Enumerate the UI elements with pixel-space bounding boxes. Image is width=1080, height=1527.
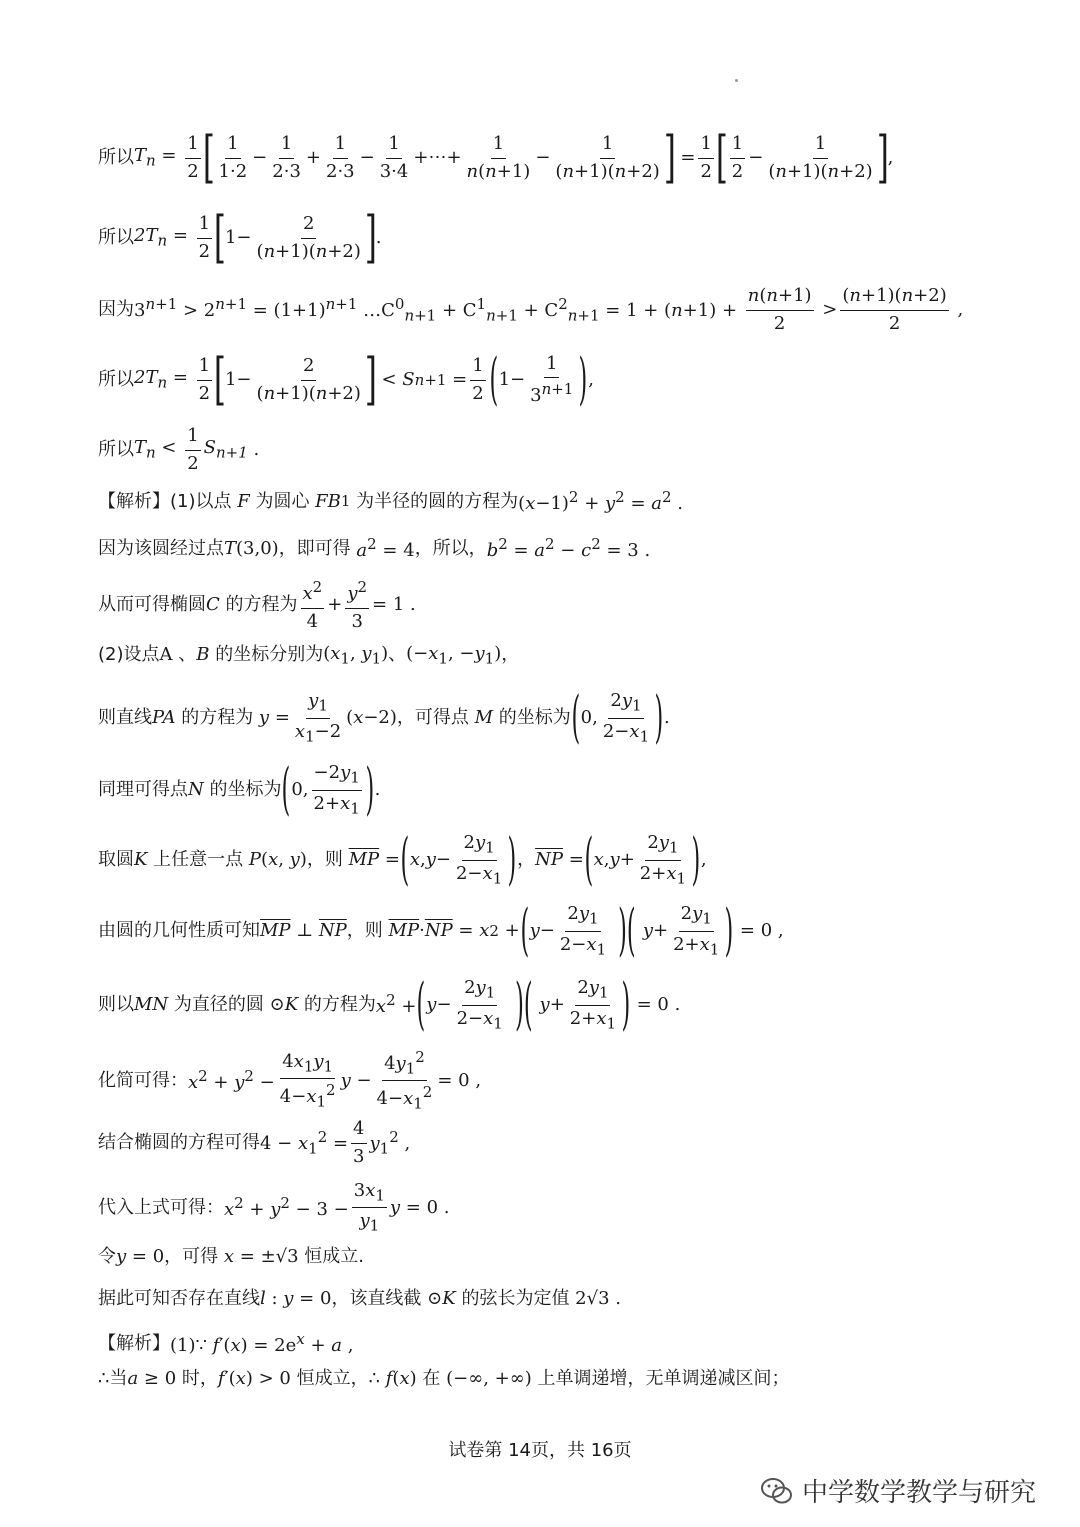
line-20-prefix: 【解析】	[98, 1332, 170, 1354]
line-4-prefix: 所以	[98, 368, 134, 390]
math-line-18: 令 y = 0 ，可得 x = ±√3 恒成立.	[98, 1246, 365, 1267]
math-line-4: 所以 $2T_n$ = $\frac{1}{2}$ [ 1− $\frac{2}{(n+1)(n+2)}$ ] < S n+1 = $\frac{1}{2}$ ( 1− $\frac{1}{3^{n+1}}$ ) ,	[98, 347, 594, 412]
line-13-prefix: 由圆的几何性质可知	[98, 919, 260, 941]
math-line-17: 代入上式可得： $x^2 + y^2 - 3$ − $\frac{3x_1}{y_1}$ y = 0 .	[98, 1180, 450, 1235]
math-line-13: 由圆的几何性质可知 $\overline{MP}$ ⊥ $\overline{NP}$ ，则 $\overline{MP}$ · $\overline{NP}$ = x 2 + ( y − $\frac{2y_1}{2-x_1}$ )( y + $\frac{2y_1}{2+x_1}$ ) = 0 ,	[98, 898, 784, 963]
line-5-prefix: 所以	[98, 438, 134, 460]
line-21-prefix: ∴当	[98, 1368, 128, 1389]
line-2-prefix: 所以	[98, 226, 134, 248]
math-line-9: (2)设点 A 、B 的坐标分别为 ($x_1$, $y_1$) 、 ($-x_1$, $-y_1$) ，	[98, 643, 520, 668]
math-line-7: 因为该圆经过点 T(3,0) ，即可得 $a^2 = 4$ ，所以， $b^2 = a^2 - c^2 = 3$ .	[98, 535, 651, 561]
frac: $\frac{1}{2}$	[187, 133, 199, 182]
watermark	[760, 1472, 1036, 1509]
math-line-1: 所以 $T_n$ = $\frac{1}{2}$ [ $\frac{1}{1\cdot 2}$ − $\frac{1}{2\cdot 3}$ + $\frac{1}{2\cdot 3}$ − $\frac{1}{3\cdot 4}$ +⋯+ $\frac{1}{n(n+1)}$ − $\frac{1}{(n+1)(n+2)}$ ] = $\frac{1}{2}$ [ $\frac{1}{2}$ − $\frac{1}{(n+1)(n+2)}$ ] ,	[98, 125, 894, 190]
line-12-prefix: 取圆	[98, 848, 134, 870]
math-line-19: 据此可知否存在直线 l : y = 0 ，该直线截 ⊙K 的弦长为定值 2√3 .	[98, 1288, 621, 1309]
math-line-3: 因为 $3^{n+1} > 2^{n+1} = (1+1)^{n+1}$ $\dots C^0_{n+1} + C^1_{n+1} + C^2_{n+1} = 1 + (n+1)$ + $\frac{n(n+1)}{2}$ > $\frac{(n+1)(n+2)}{2}$ ,	[98, 285, 964, 334]
line-9-prefix: (2)设点	[98, 644, 160, 666]
watermark-text: 中学数学教学与研究	[802, 1478, 1037, 1508]
line-18-prefix: 令	[98, 1246, 116, 1267]
line-16-prefix: 结合椭圆的方程可得	[98, 1131, 260, 1153]
line-17-prefix: 代入上式可得：	[98, 1196, 224, 1218]
math-line-20: 【解析】 (1)∵ $f'(x) = 2e^x + a$ ,	[98, 1330, 354, 1356]
line-14-prefix: 则以	[98, 993, 134, 1015]
line-10-prefix: 则直线	[98, 706, 152, 728]
page-footer: 试卷第 14页，共 16页	[448, 1440, 632, 1461]
line-6-prefix: 【解析】	[98, 490, 170, 512]
math-line-10: 则直线 PA 的方程为 y = $\frac{y_1}{x_1-2}$ (x−2) ，可得点 M 的坐标为 ( 0, $\frac{2y_1}{2-x_1}$ ) .	[98, 685, 670, 750]
line-1-math: $T_n$ =	[134, 145, 183, 170]
math-line-5: 所以 $T_n$ < $\frac{1}{2}$ $S_{n+1}$ .	[98, 425, 260, 474]
line-15-prefix: 化简可得：	[98, 1069, 188, 1091]
math-line-12: 取圆 K 上任意一点 P(x, y) ，则 $\overline{MP}$ = ( x , y − $\frac{2y_1}{2-x_1}$ ) ， $\overline{NP}$ = ( x , y + $\frac{2y_1}{2+x_1}$ ) ,	[98, 827, 707, 892]
line-7-prefix: 因为该圆经过点	[98, 537, 224, 559]
line-3-prefix: 因为	[98, 298, 134, 320]
line-11-prefix: 同理可得点	[98, 778, 188, 800]
wechat-icon	[760, 1476, 794, 1506]
line-8-prefix: 从而可得椭圆	[98, 594, 206, 616]
math-line-2: 所以 $2T_n$ = $\frac{1}{2}$ [ 1− $\frac{2}{(n+1)(n+2)}$ ] .	[98, 205, 382, 270]
math-line-8: 从而可得椭圆 C 的方程为 $\frac{x^2}{4}$ + $\frac{y^2}{3}$ = 1 .	[98, 578, 416, 632]
math-line-16: 结合椭圆的方程可得 $4 - x_1^2$ = $\frac{4}{3}$ $y_1^2$ ,	[98, 1118, 411, 1167]
math-line-11: 同理可得点 N 的坐标为 ( 0, $\frac{-2y_1}{2+x_1}$ ) .	[98, 757, 381, 822]
math-line-14: 则以 MN 为直径的圆 ⊙K 的方程为 $x^2$ + ( y − $\frac{2y_1}{2-x_1}$ )( y + $\frac{2y_1}{2+x_1}$ ) = 0 .	[98, 972, 681, 1037]
math-line-15: 化简可得： $x^2 + y^2$ − $\frac{4x_1y_1}{4-x_1^2}$ y − $\frac{4y_1^2}{4-x_1^2}$ = 0 ,	[98, 1048, 482, 1113]
math-line-21: ∴当 a ≥ 0 时， f′(x) > 0 恒成立，∴ f(x) 在 (−∞, +∞) 上单调递增，无单调递减区间；	[98, 1368, 790, 1389]
line-19-prefix: 据此可知否存在直线	[98, 1288, 260, 1309]
scan-speck	[735, 79, 738, 82]
line-1-prefix: 所以	[98, 146, 134, 168]
math-line-6: 【解析】 (1)以点 F 为圆心 FB 1 为半径的圆的方程为 $(x-1)^2 + y^2 = a^2$ .	[98, 488, 683, 514]
